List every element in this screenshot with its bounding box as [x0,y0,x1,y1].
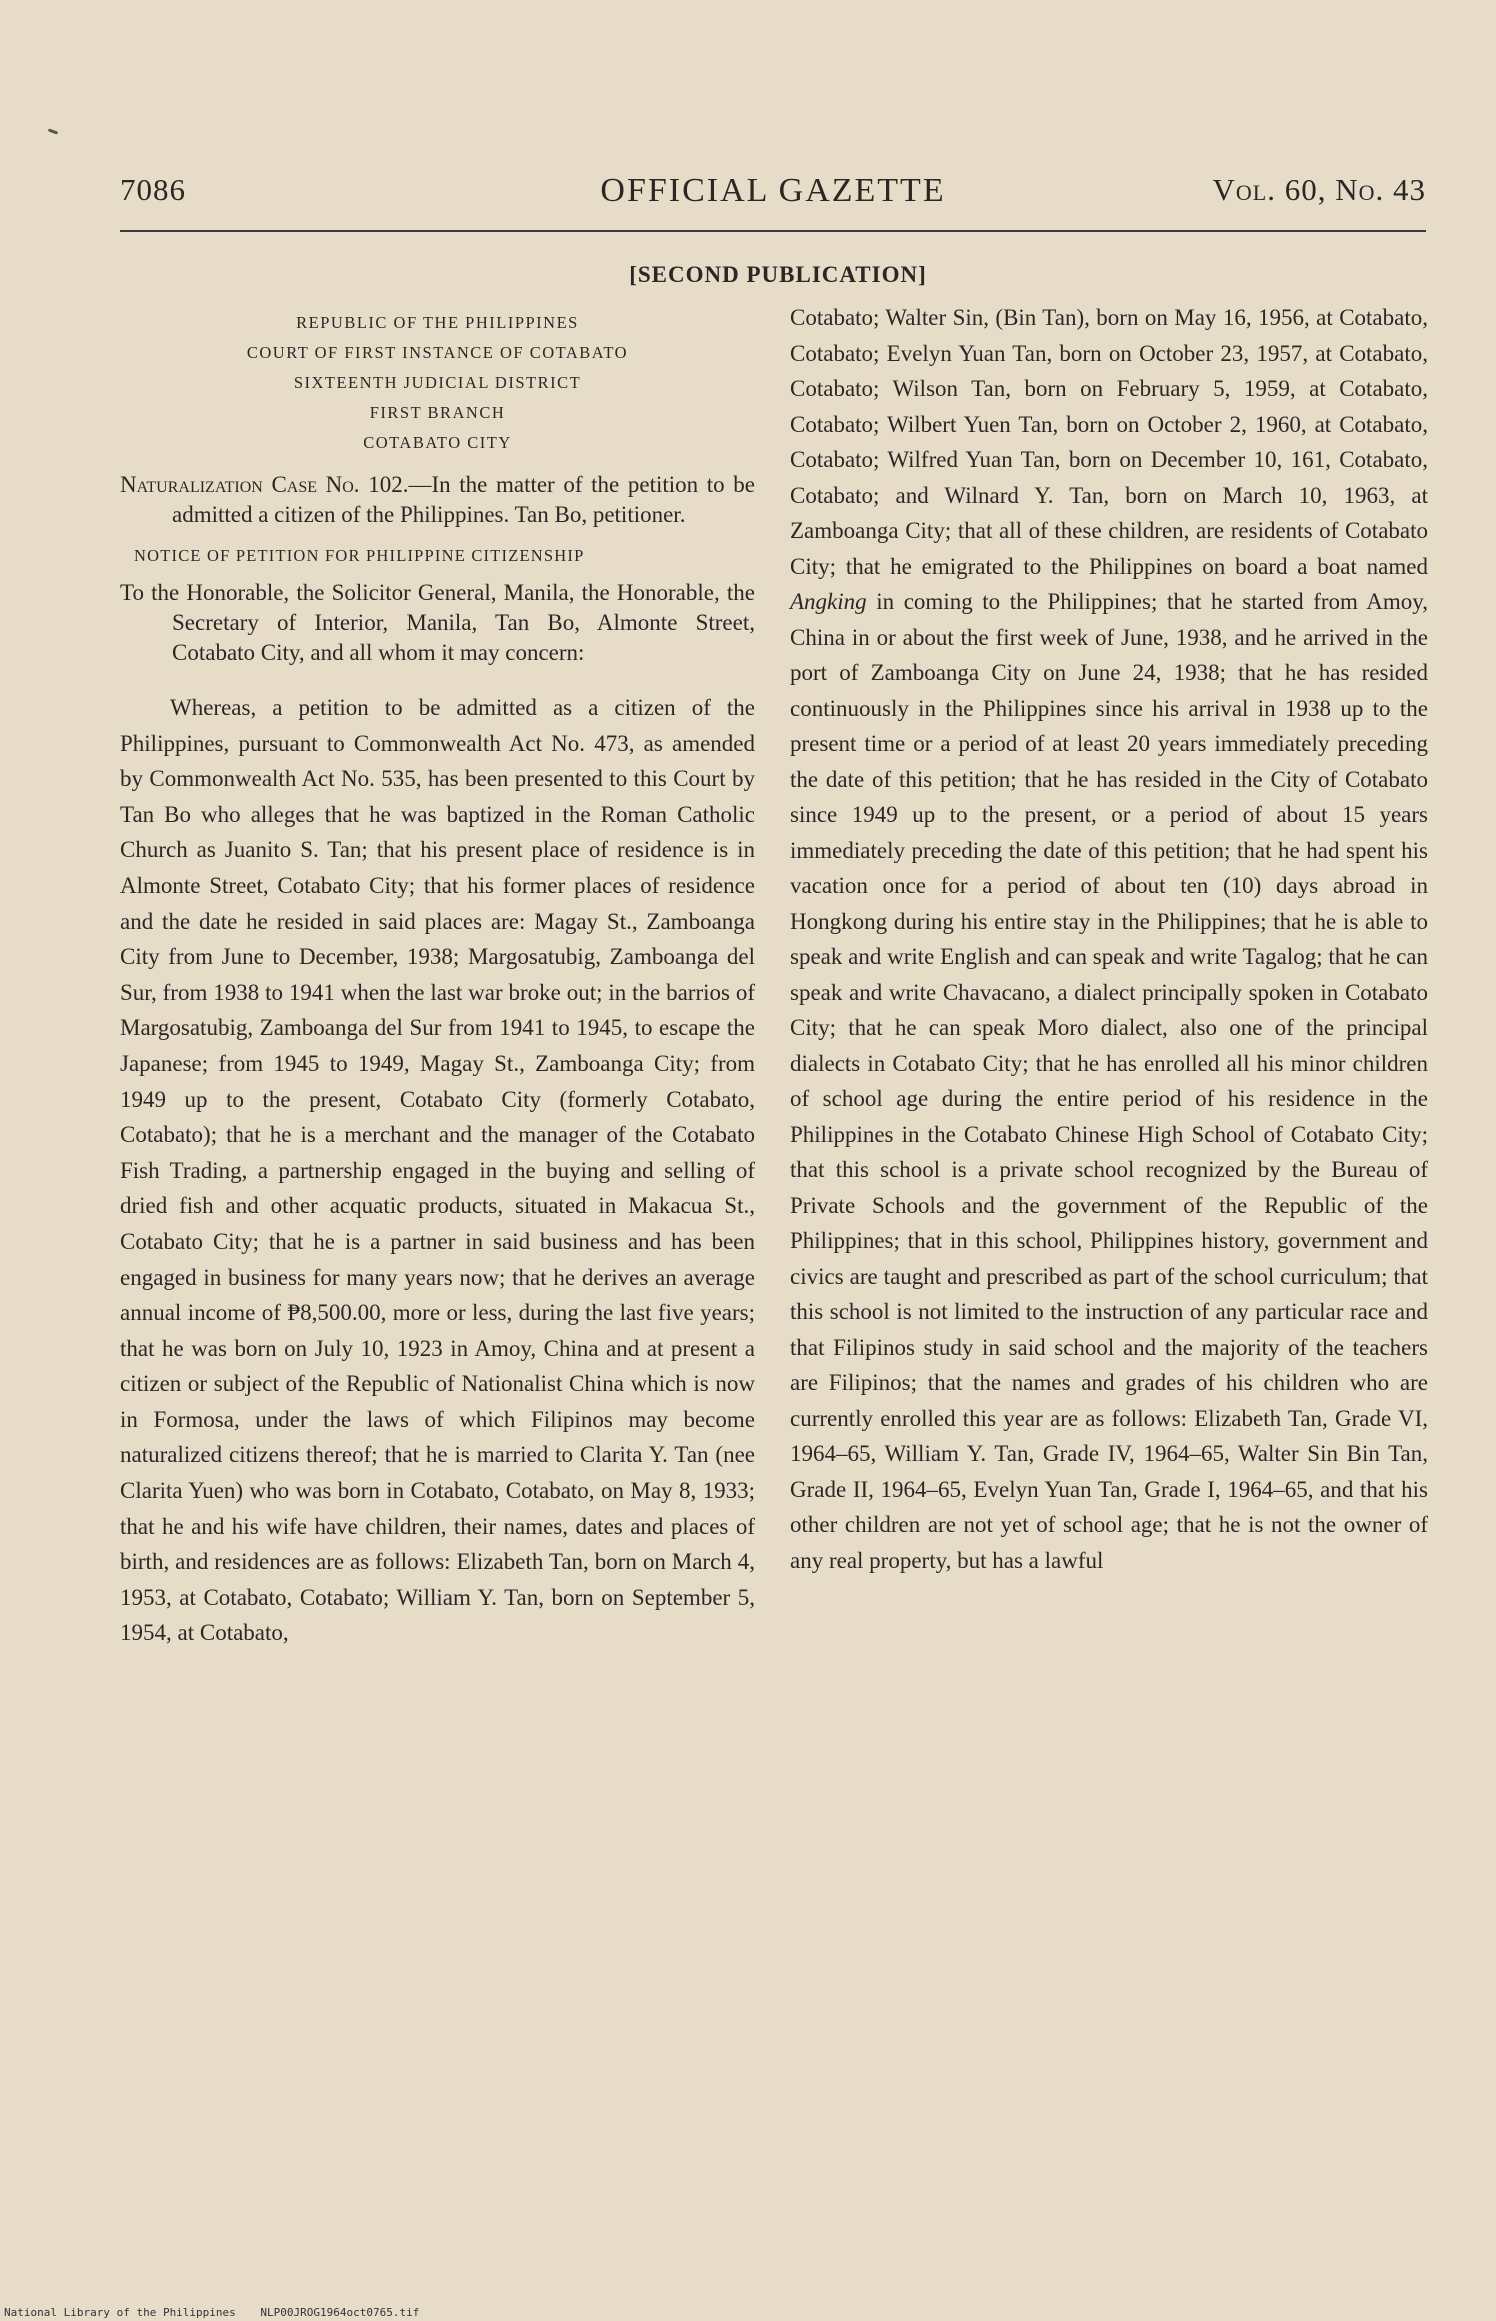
boat-name: Angking [790,589,867,614]
notice-heading: NOTICE OF PETITION FOR PHILIPPINE CITIZENSHIP [134,546,585,565]
body-text-part: Cotabato; Walter Sin, (Bin Tan), born on May 16, 1956, at Cotabato, Cotabato; Evelyn Yuan Tan, born on October 23, 1957, at Cotabato, Cotabato; Wilson Tan, born on February 5, 1959, at Cotabato, Cotabato; Wilbert Yuen Tan, born on October 2, 1960, at Cotabato, Cotabato; Wilfred Yuan Tan, born on December 10, 161, Cotabato, Cotabato; and Wilnard Y. Tan, born on March 10, 1963, at Zamboanga City; that all of these children, are residents of Cotabato City; that he emigrated to the Philippines on board a boat named [790,305,1428,579]
body-paragraph-continued [790,300,1428,1578]
volume-number: Vol. 60, No. 43 [1212,172,1426,207]
footer-file: NLP00JROG1964oct0765.tif [260,2306,420,2319]
scan-footer [4,2306,437,2319]
case-caption [120,470,755,530]
court-line: COURT OF FIRST INSTANCE OF COTABATO [246,343,629,362]
address-block: To the Honorable, the Solicitor General, Manila, the Honorable, the Secretary of Interior, Manila, Tan Bo, Almonte Street, Cotabato City, and all whom it may concern: [120,580,755,665]
header-rule [120,230,1426,232]
scan-speck [48,128,58,134]
page-header [120,172,1426,222]
body-paragraph: Whereas, a petition to be admitted as a citizen of the Philippines, pursuant to Commonwealth Act No. 473, as amended by Commonwealth Act No. 535, has been presented to this Court by Tan Bo who alleges that he was baptized in the Roman Catholic Church as Juanito S. Tan; that his present place of residence is in Almonte Street, Cotabato City; that his former places of residence and the date he resided in said places are: Magay St., Zamboanga City from June to December, 1938; Margosatubig, Zamboanga del Sur, from 1938 to 1941 when the last war broke out; in the barrios of Margosatubig, Zamboanga del Sur from 1941 to 1945, to escape the Japanese; from 1945 to 1949, Magay St., Zamboanga City; from 1949 up to the present, Cotabato City (formerly Cotabato, Cotabato); that he is a merchant and the manager of the Cotabato Fish Trading, a partnership engaged in the buying and selling of dried fish and other acquatic products, situated in Makacua St., Cotabato City; that he is a partner in said business and has been engaged in business for many years now; that he derives an average annual income of ₱8,500.00, more or less, during the last five years; that he was born on July 10, 1923 in Amoy, China and at present a citizen or subject of the Republic of Nationalist China which is now in Formosa, under the laws of which Filipinos may become naturalized citizens thereof; that he is married to Clarita Y. Tan (nee Clarita Yuen) who was born in Cotabato, Cotabato, on May 8, 1933; that he and his wife have children, their names, dates and places of birth, and residences are as follows: Elizabeth Tan, born on March 4, 1953, at Cotabato, Cotabato; William Y. Tan, born on September 5, 1954, at Cotabato, [120,695,755,1646]
case-text: —In the matter of the petition to be admitted a citizen of the Philippines. Tan Bo, petitioner. [172,472,756,527]
court-line: REPUBLIC OF THE PHILIPPINES [296,313,579,332]
left-column [120,300,755,1651]
publication-title: OFFICIAL GAZETTE [600,172,946,209]
footer-source: National Library of the Philippines [4,2306,236,2319]
court-line: SIXTEENTH JUDICIAL DISTRICT [293,373,582,392]
case-label: Naturalization Case No. 102. [120,472,409,497]
publication-note: [SECOND PUBLICATION] [629,262,927,287]
body-text-part: in coming to the Philippines; that he started from Amoy, China in or about the first week of June, 1938, and he arrived in the port of Zamboanga City on June 24, 1938; that he has resided continuously in the Philippines since his arrival in 1938 up to the present time or a period of at least 20 years immediately preceding the date of this petition; that he has resided in the City of Cotabato since 1949 up to the present, or a period of about 15 years immediately preceding the date of this petition; that he had spent his vacation once for a period of about ten (10) days abroad in Hongkong during his entire stay in the Philippines; that he is able to speak and write English and can speak and write Tagalog; that he can speak and write Chavacano, a dialect principally spoken in Cotabato City; that he can speak Moro dialect, also one of the principal dialects in Cotabato City; that he has enrolled all his minor children of school age during the entire period of his residence in the Philippines in the Cotabato Chinese High School of Cotabato City; that this school is a private school recognized by the Bureau of Private Schools and the government of the Republic of the Philippines; that in this school, Philippines history, government and civics are taught and prescribed as part of the school curriculum; that this school is not limited to the instruction of any particular race and that Filipinos study in said school and the majority of the teachers are Filipinos; that the names and grades of his children who are currently enrolled this year are as follows: Elizabeth Tan, Grade VI, 1964–65, William Y. Tan, Grade IV, 1964–65, Walter Sin Bin Tan, Grade II, 1964–65, Evelyn Yuan Tan, Grade I, 1964–65, and that his other children are not yet of school age; that he is not the owner of any real property, but has a lawful [790,589,1428,1573]
court-line: FIRST BRANCH [369,403,506,422]
court-heading [120,308,755,458]
page-number: 7086 [120,172,186,207]
court-line: COTABATO CITY [363,433,512,452]
right-column [790,300,1428,1578]
